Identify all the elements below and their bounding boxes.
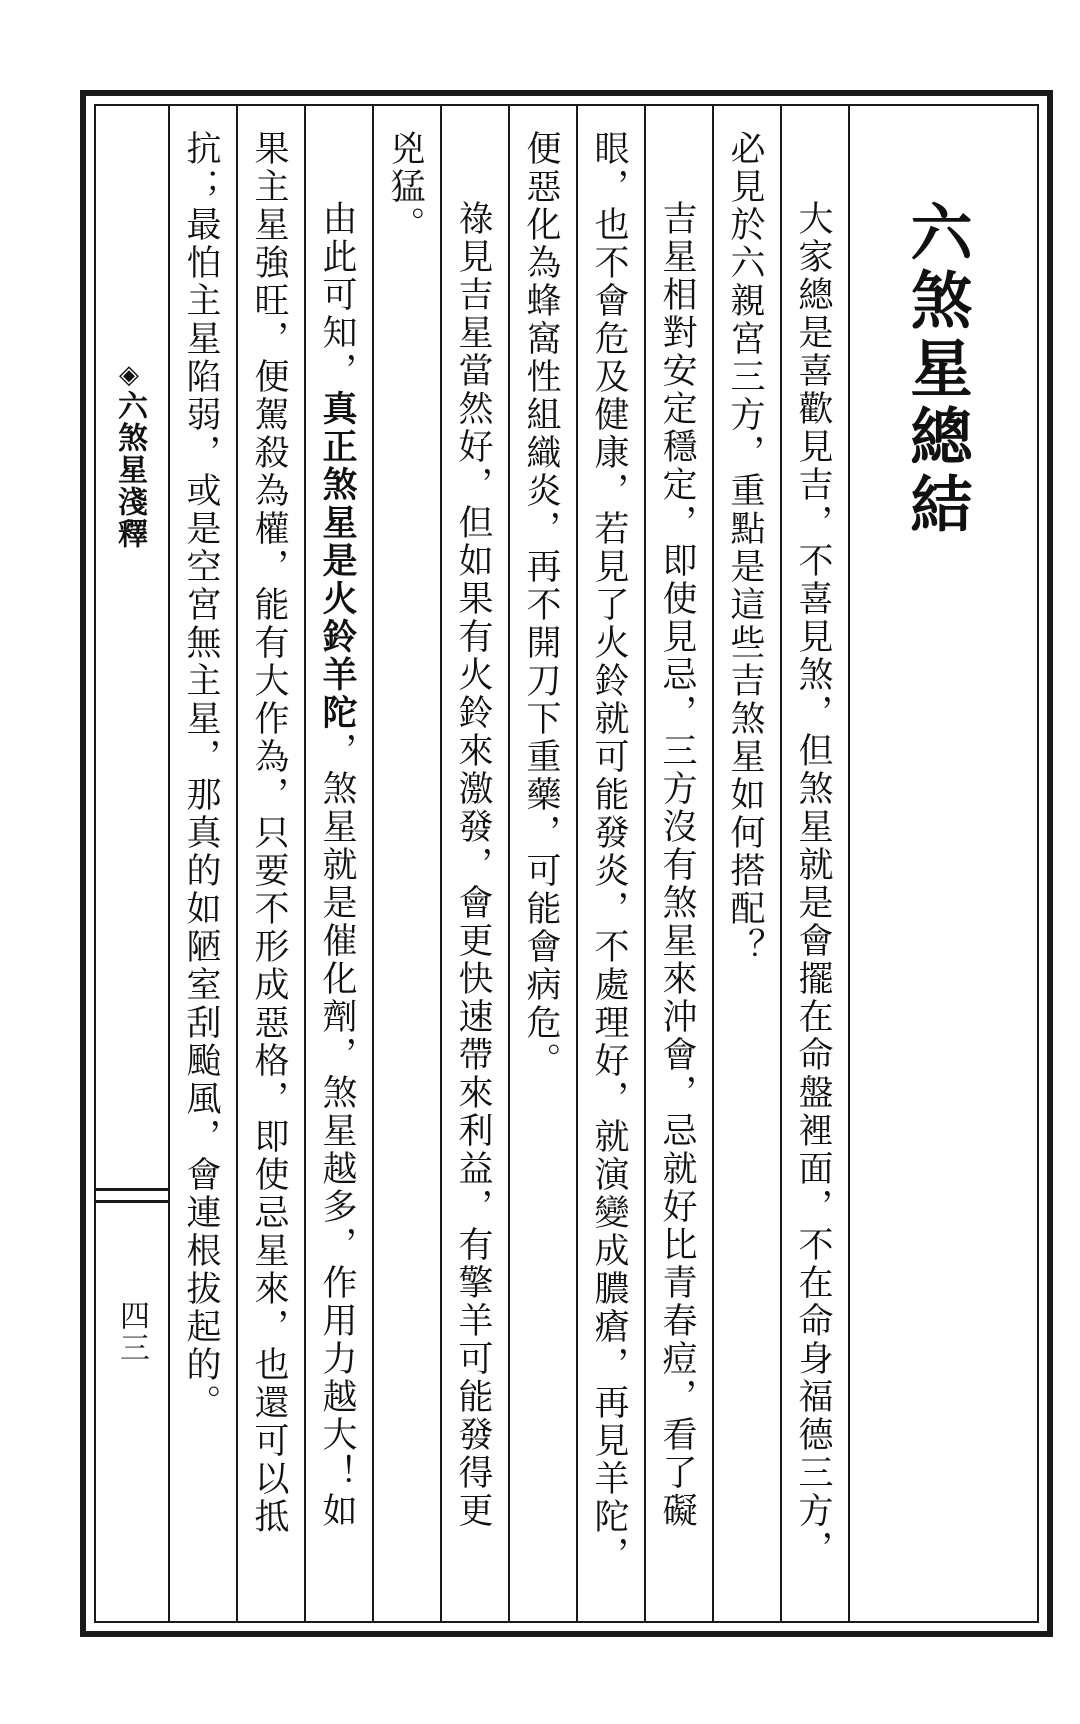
column-divider	[848, 106, 850, 1621]
page-title: 六煞星總結	[900, 200, 973, 540]
column-divider	[780, 106, 782, 1621]
column-divider	[712, 106, 714, 1621]
column-divider	[644, 106, 646, 1621]
text-segment: ，煞星就是催化劑，煞星越多，作用力越大！如	[317, 732, 357, 1530]
text-column: 祿見吉星當然好，但如果有火鈴來激發，會更快速帶來利益，有擎羊可能發得更	[453, 200, 493, 1530]
emphasis-text: 真正煞星是火鈴羊陀	[317, 390, 357, 732]
text-column: 吉星相對安定穩定，即使見忌，三方沒有煞星來沖會，忌就好比青春痘，看了礙	[657, 200, 697, 1530]
column-divider	[168, 106, 170, 1621]
column-divider	[508, 106, 510, 1621]
page-number: 四三	[114, 1300, 149, 1364]
column-divider	[576, 106, 578, 1621]
running-header	[112, 360, 147, 550]
text-column: 兇猛。	[385, 130, 425, 244]
book-title: 六煞星淺釋	[112, 390, 147, 550]
column-divider	[304, 106, 306, 1621]
text-column: 必見於六親宮三方，重點是這些吉煞星如何搭配？	[725, 130, 765, 966]
text-column: 果主星強旺，便駕殺為權，能有大作為，只要不形成惡格，即使忌星來，也還可以抵	[249, 130, 289, 1536]
text-column-emphasis	[317, 200, 357, 1530]
text-column: 便惡化為蜂窩性組織炎，再不開刀下重藥，可能會病危。	[521, 130, 561, 1080]
column-divider	[440, 106, 442, 1621]
text-column: 抗；最怕主星陷弱，或是空宮無主星，那真的如陋室刮颱風，會連根拔起的。	[181, 130, 221, 1422]
text-segment: 由此可知，	[317, 200, 357, 390]
column-divider	[236, 106, 238, 1621]
column-divider	[372, 106, 374, 1621]
diamond-icon: ◈	[114, 360, 144, 390]
text-column: 大家總是喜歡見吉，不喜見煞，但煞星就是會擺在命盤裡面，不在命身福德三方，	[793, 200, 833, 1568]
text-column: 眼，也不會危及健康，若見了火鈴就可能發炎，不處理好，就演變成膿瘡，再見羊陀，	[589, 130, 629, 1574]
sidebar-separator	[96, 1200, 168, 1203]
sidebar-separator	[96, 1188, 168, 1191]
